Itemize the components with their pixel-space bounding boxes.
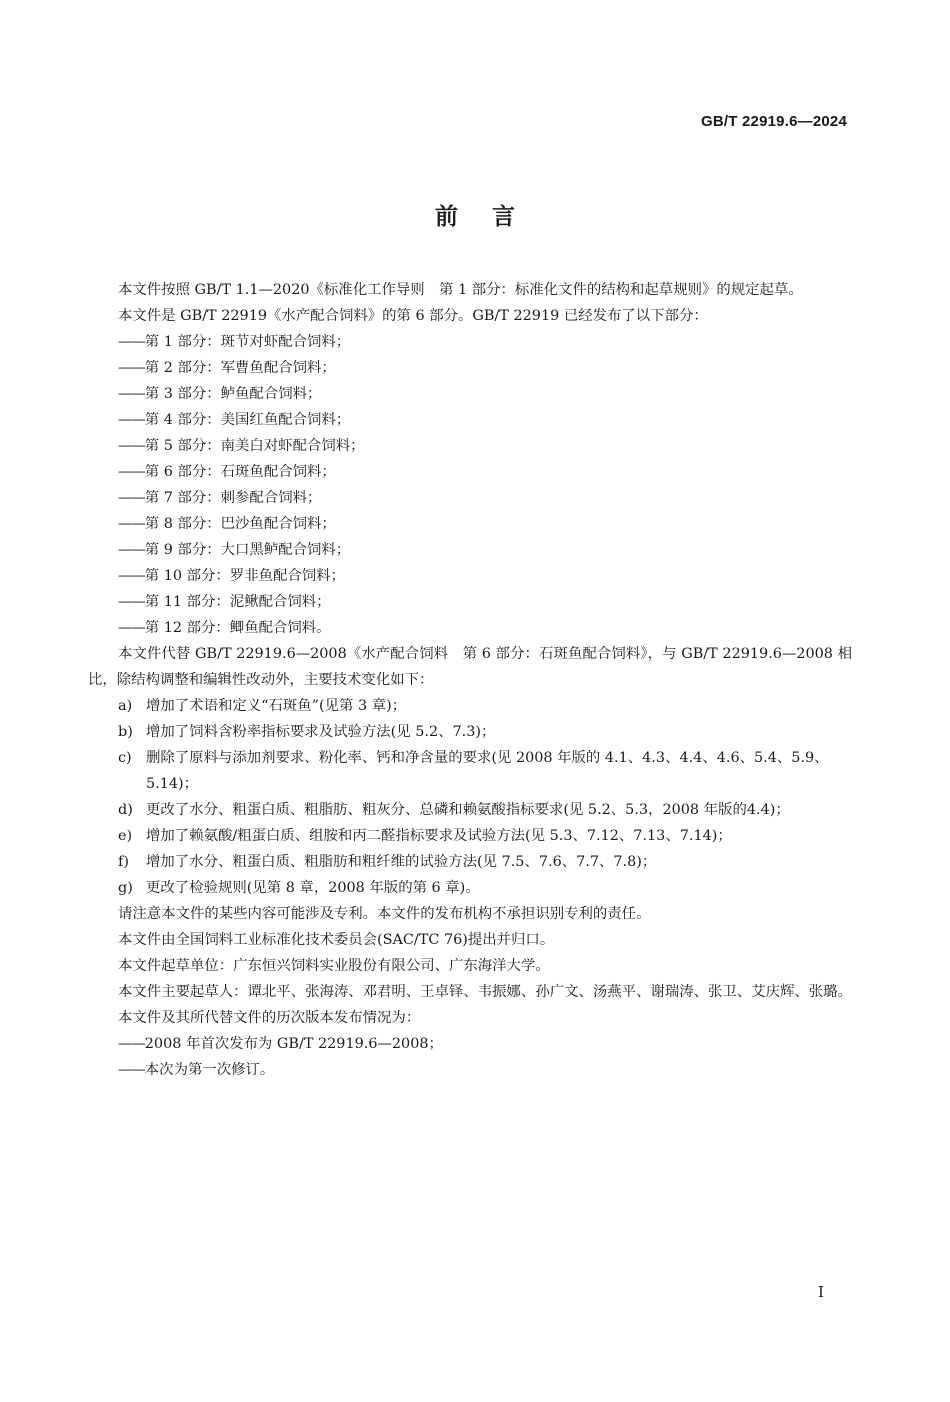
change-list-item: d) 更改了水分、粗蛋白质、粗脂肪、粗灰分、总磷和赖氨酸指标要求(见 5.2、5.3，2008 年版的4.4)； [118,802,790,818]
part-list-item: ——第 2 部分：军曹鱼配合饲料； [118,360,336,376]
part-list-item: ——第 6 部分：石斑鱼配合饲料； [118,464,336,480]
paragraph-drafters: 本文件主要起草人：谭北平、张海涛、邓君明、王卓铎、韦振娜、孙广文、汤燕平、谢瑞涛、张卫、艾庆辉、张璐。 [118,984,852,1000]
change-list-item: e) 增加了赖氨酸/粗蛋白质、组胺和丙二醛指标要求及试验方法(见 5.3、7.12、7.13、7.14)； [118,828,732,844]
part-list-item: ——第 10 部分：罗非鱼配合饲料； [118,568,345,584]
change-list-item: a) 增加了术语和定义“石斑鱼”(见第 3 章)； [118,698,407,714]
history-list-item: ——2008 年首次发布为 GB/T 22919.6—2008； [118,1036,443,1052]
change-list-item: g) 更改了检验规则(见第 8 章，2008 年版的第 6 章)。 [118,880,480,896]
paragraph-proposer: 本文件由全国饲料工业标准化技术委员会(SAC/TC 76)提出并归口。 [118,932,555,948]
history-list-item: ——本次为第一次修订。 [118,1062,275,1078]
foreword-body [88,277,852,1083]
page-title: 前言 [435,204,549,230]
part-list-item: ——第 7 部分：刺参配合饲料； [118,490,322,506]
part-list-item: ——第 12 部分：鲫鱼配合饲料。 [118,620,331,636]
part-list-item: ——第 5 部分：南美白对虾配合饲料； [118,438,365,454]
change-list-item: b) 增加了饲料含粉率指标要求及试验方法(见 5.2、7.3)； [118,724,496,740]
part-list-item: ——第 4 部分：美国红鱼配合饲料； [118,412,351,428]
paragraph-patent-notice: 请注意本文件的某些内容可能涉及专利。本文件的发布机构不承担识别专利的责任。 [118,906,651,922]
paragraph-replacement: 本文件代替 GB/T 22919.6—2008《水产配合饲料 第 6 部分：石斑鱼配合饲料》，与 GB/T 22919.6—2008 相比，除结构调整和编辑性改动外，主要技术变化如下： [88,646,852,688]
document-code: GB/T 22919.6—2024 [701,113,847,130]
paragraph-drafting-rule: 本文件按照 GB/T 1.1—2020《标准化工作导则 第 1 部分：标准化文件的结构和起草规则》的规定起草。 [118,282,803,298]
part-list-item: ——第 9 部分：大口黑鲈配合饲料； [118,542,351,558]
paragraph-drafting-units: 本文件起草单位：广东恒兴饲料实业股份有限公司、广东海洋大学。 [118,958,550,974]
paragraph-series-intro: 本文件是 GB/T 22919《水产配合饲料》的第 6 部分。GB/T 22919 已经发布了以下部分： [118,308,708,324]
change-list-item: f) 增加了水分、粗蛋白质、粗脂肪和粗纤维的试验方法(见 7.5、7.6、7.7、7.8)； [118,854,657,870]
part-list-item: ——第 11 部分：泥鳅配合饲料； [118,594,331,610]
change-list-item: c) 删除了原料与添加剂要求、粉化率、钙和净含量的要求(见 2008 年版的 4.1、4.3、4.4、4.6、5.4、5.9、5.14)； [118,750,829,792]
part-list-item: ——第 8 部分：巴沙鱼配合饲料； [118,516,336,532]
page-number: I [818,1283,824,1301]
part-list-item: ——第 1 部分：斑节对虾配合饲料； [118,334,351,350]
paragraph-history-intro: 本文件及其所代替文件的历次版本发布情况为： [118,1010,421,1026]
part-list-item: ——第 3 部分：鲈鱼配合饲料； [118,386,322,402]
